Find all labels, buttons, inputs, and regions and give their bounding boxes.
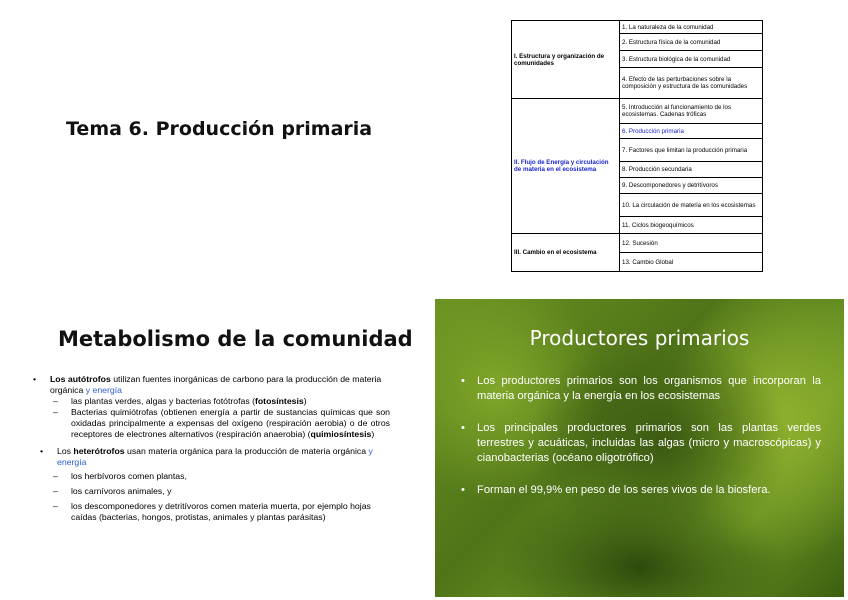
bullet-icon: •	[40, 446, 44, 456]
outline-topic: 13. Cambio Global	[620, 253, 763, 272]
outline-row	[512, 99, 763, 124]
outline-topic-current: 6. Producción primaria	[620, 124, 763, 139]
slide-3	[435, 299, 844, 597]
slide-1-title: Tema 6. Producción primaria	[66, 118, 373, 140]
outline-topic: 8. Producción secundaria	[620, 162, 763, 178]
bullet-icon: •	[461, 375, 465, 387]
slide-3-body	[461, 374, 821, 498]
slide-2-title: Metabolismo de la comunidad	[58, 327, 413, 351]
bullet-productores-principales: • Los principales productores primarios son las plantas verdes terrestres y acuáticas, incluidas las algas (micro y macroscópicas) y cianobacterias (océano oligotrófico)	[461, 422, 821, 464]
dash-icon: –	[53, 396, 58, 406]
bullet-icon: •	[461, 484, 465, 496]
bullet-icon: •	[33, 374, 37, 384]
bullet-autotrofos: • Los autótrofos utilizan fuentes inorgánicas de carbono para la producción de materia orgánica y energía	[33, 374, 382, 395]
sub-bullet-quimiosintesis: – Bacterias quimiótrofas (obtienen energía a partir de sustancias químicas que son oxidadas principalmente a expensas del oxígeno (respiración aerobia) o de otros receptores de electrones alternativos (respiración anaerobia) (quimiosíntesis)	[53, 407, 390, 439]
dash-icon: –	[53, 471, 58, 481]
sub-bullet-fotosintesis: – las plantas verdes, algas y bacterias fotótrofas (fotosíntesis)	[53, 396, 307, 406]
outline-topic: 11. Ciclos biogeoquímicos	[620, 217, 763, 234]
outline-topic: 9. Descomponedores y detritívoros	[620, 178, 763, 194]
sub-bullet-carnivoros: – los carnívoros animales, y	[53, 486, 172, 496]
outline-section: III. Cambio en el ecosistema	[512, 234, 620, 272]
slide-3-title: Productores primarios	[529, 326, 750, 350]
outline-topic: 2. Estructura física de la comunidad	[620, 34, 763, 51]
bullet-productores-definicion: • Los productores primarios son los organismos que incorporan la materia orgánica y la energía en los ecosistemas	[461, 375, 821, 402]
course-outline-table	[511, 20, 763, 272]
outline-section: II. Flujo de Energía y circulación de materia en el ecosistema	[512, 99, 620, 234]
outline-topic: 4. Efecto de las perturbaciones sobre la composición y estructura de las comunidades	[620, 68, 763, 99]
dash-icon: –	[53, 486, 58, 496]
bullet-icon: •	[461, 422, 465, 434]
sub-bullet-herbivoros: – los herbívoros comen plantas,	[53, 471, 187, 481]
bullet-heterotrofos: • Los heterótrofos usan materia orgánica para la producción de materia orgánica y energía	[40, 446, 373, 467]
outline-topic: 7. Factores que limitan la producción primaria	[620, 139, 763, 162]
outline-topic: 5. Introducción al funcionamiento de los ecosistemas. Cadenas tróficas	[620, 99, 763, 124]
slide-2-body	[30, 374, 390, 523]
outline-section: I. Estructura y organización de comunidades	[512, 21, 620, 99]
dash-icon: –	[53, 407, 58, 417]
outline-row	[512, 21, 763, 34]
sub-bullet-descomponedores: – los descomponedores y detritívoros comen materia muerta, por ejemplo hojas caídas (bacterias, hongos, protistas, animales y plantas parásitas)	[53, 501, 371, 522]
outline-topic: 1. La naturaleza de la comunidad	[620, 21, 763, 34]
outline-topic: 3. Estructura biológica de la comunidad	[620, 51, 763, 68]
bullet-productores-porcentaje: • Forman el 99,9% en peso de los seres vivos de la biosfera.	[461, 484, 771, 496]
outline-topic: 12. Sucesión	[620, 234, 763, 253]
outline-topic: 10. La circulación de materia en los ecosistemas	[620, 194, 763, 217]
outline-row	[512, 234, 763, 253]
dash-icon: –	[53, 501, 58, 511]
